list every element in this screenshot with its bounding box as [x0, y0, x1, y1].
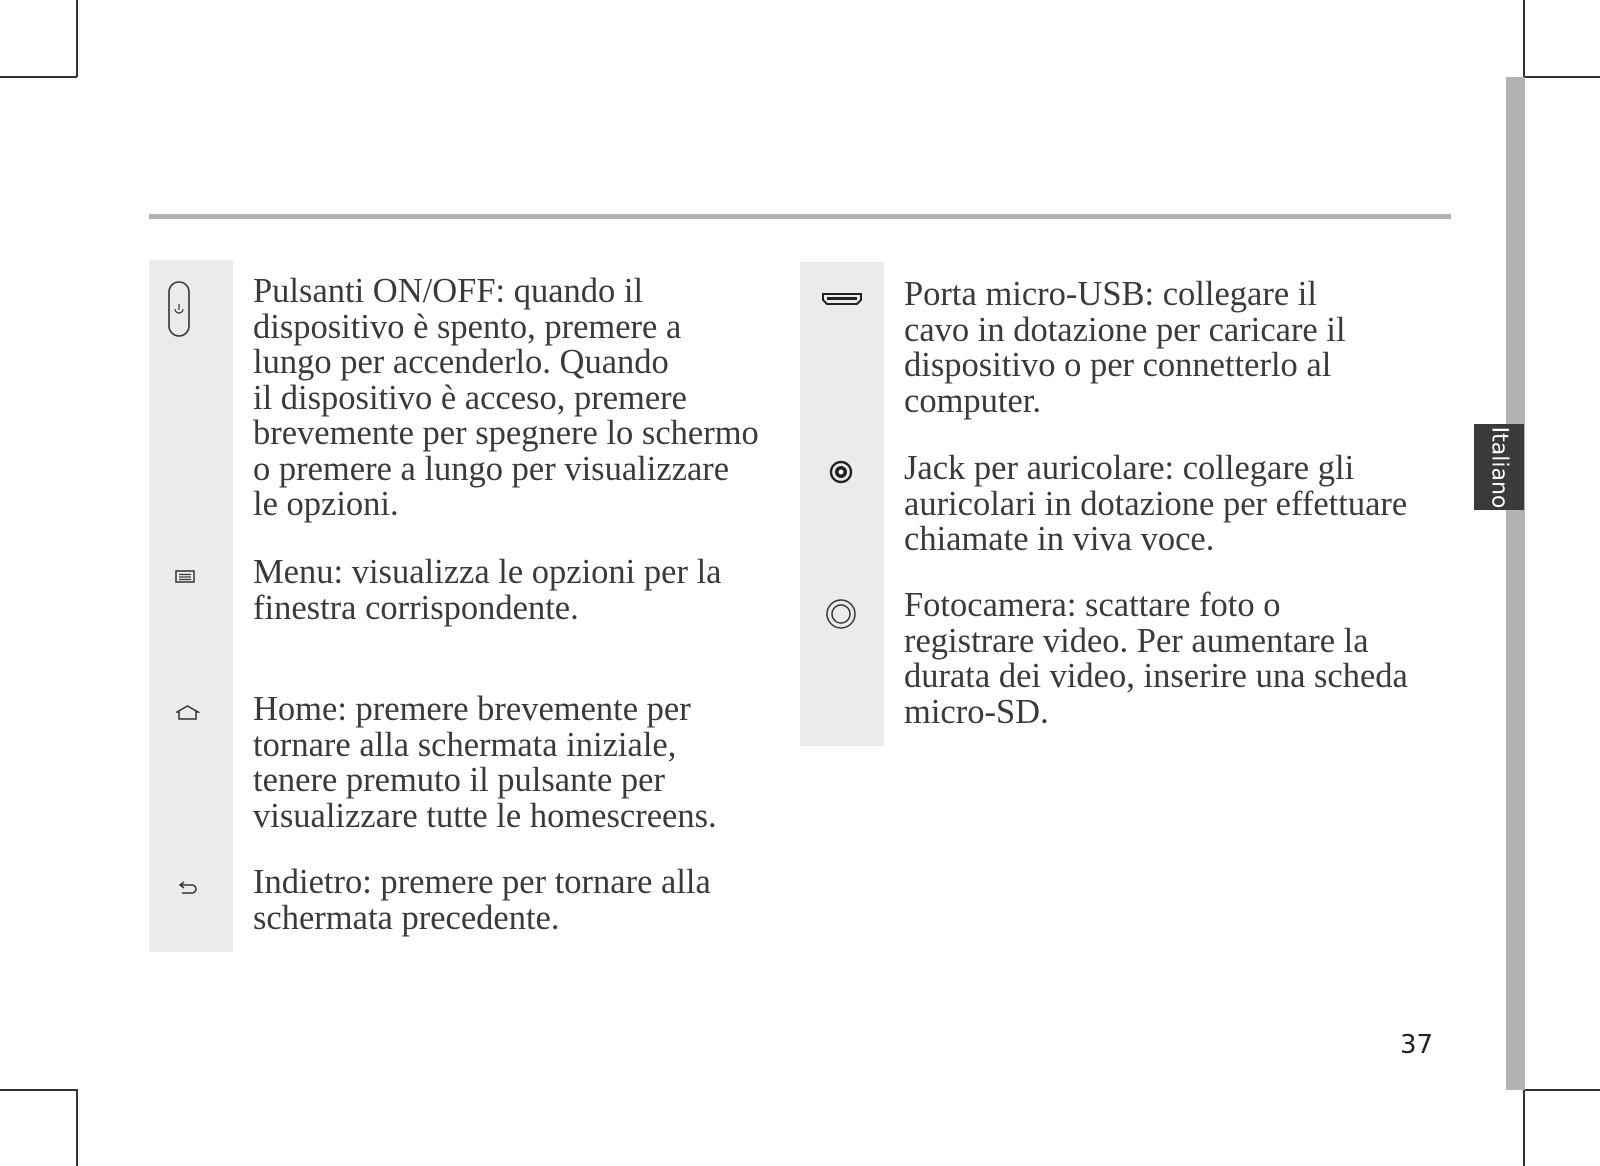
micro-usb-description: Porta micro-USB: collegare il cavo in dotazione per caricare il dispositivo o per connetterlo al computer. — [904, 275, 1346, 420]
home-description: Home: premere brevemente per tornare alla schermata iniziale, tenere premuto il pulsante per visualizzare tutte le homescreens. — [253, 690, 717, 835]
crop-mark — [76, 1089, 78, 1166]
left-icon-strip — [149, 260, 233, 952]
back-description: Indietro: premere per tornare alla schermata precedente. — [253, 863, 711, 937]
headphone-jack-icon — [828, 459, 854, 485]
micro-usb-icon — [820, 291, 864, 307]
power-button-description: Pulsanti ON/OFF: quando il dispositivo è spento, premere a lungo per accenderlo. Quando il dispositivo è acceso, premere brevemente per spegnere lo schermo o premere a lungo per visualizzare le opzioni. — [253, 272, 759, 523]
crop-mark — [1523, 1089, 1525, 1166]
crop-mark — [1523, 0, 1525, 77]
page-number: 37 — [1400, 1030, 1434, 1060]
header-rule — [149, 214, 1451, 219]
crop-mark — [0, 76, 77, 78]
home-icon — [176, 705, 200, 721]
menu-icon — [175, 570, 197, 584]
headphone-jack-description: Jack per auricolare: collegare gli auricolari in dotazione per effettuare chiamate in viva voce. — [904, 449, 1408, 558]
right-icon-strip — [800, 262, 884, 746]
crop-mark — [0, 1089, 77, 1091]
crop-mark — [76, 0, 78, 77]
language-tab — [1474, 424, 1524, 510]
language-label: Italiano — [1486, 426, 1512, 508]
crop-mark — [1523, 76, 1600, 78]
side-bar — [1506, 77, 1525, 1090]
power-button-icon — [167, 280, 193, 338]
menu-description: Menu: visualizza le opzioni per la finestra corrispondente. — [253, 553, 722, 627]
back-icon — [178, 880, 200, 896]
camera-description: Fotocamera: scattare foto o registrare video. Per aumentare la durata dei video, inserire una scheda micro-SD. — [904, 586, 1408, 731]
crop-mark — [1523, 1089, 1600, 1091]
camera-icon — [825, 598, 857, 630]
